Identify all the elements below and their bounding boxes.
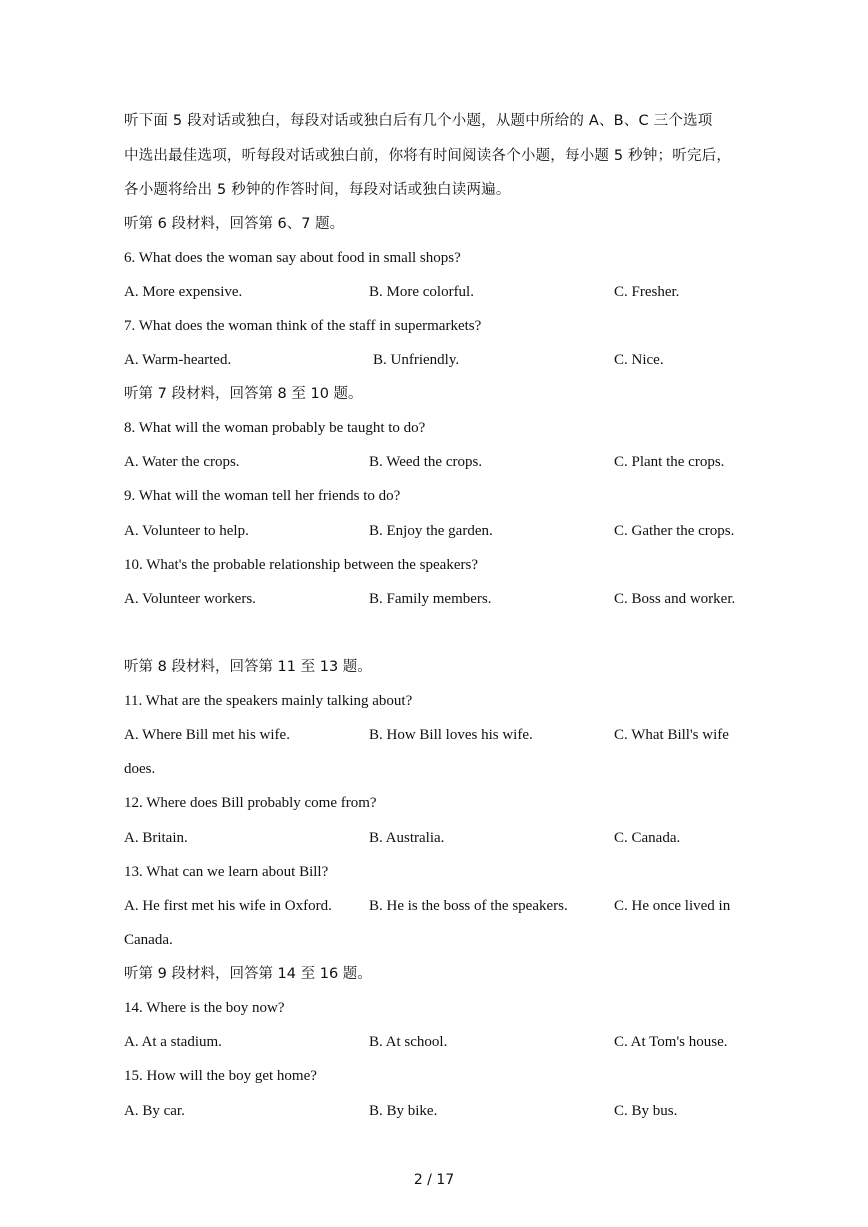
question-9-stem: 9. What will the woman tell her friends to do? [124,488,401,504]
option-a: A. At a stadium. [124,1034,222,1050]
option-a: A. He first met his wife in Oxford. [124,898,332,914]
instructions-line-2: 中选出最佳选项，听每段对话或独白前，你将有时间阅读各个小题，每小题 5 秒钟；听完后， [124,148,732,164]
option-c: C. Canada. [614,830,681,846]
question-15-stem: 15. How will the boy get home? [124,1068,317,1084]
section-heading-7: 听第 7 段材料，回答第 8 至 10 题。 [124,386,363,402]
question-8-stem: 8. What will the woman probably be taught to do? [124,420,426,436]
question-10-stem: 10. What's the probable relationship between the speakers? [124,557,478,573]
option-c: C. Plant the crops. [614,454,725,470]
option-c: C. Gather the crops. [614,523,735,539]
instructions-line-1: 听下面 5 段对话或独白，每段对话或独白后有几个小题，从题中所给的 A、B、C 三个选项 [124,113,713,129]
option-b: B. Family members. [369,591,492,607]
option-b: B. Enjoy the garden. [369,523,493,539]
option-b: B. How Bill loves his wife. [369,727,533,743]
option-a: A. More expensive. [124,284,243,300]
option-a: A. Where Bill met his wife. [124,727,290,743]
option-a: A. Volunteer workers. [124,591,256,607]
option-c: C. By bus. [614,1103,678,1119]
question-6-options [0,282,868,302]
question-8-options [0,452,868,472]
option-c: C. He once lived in [614,898,731,914]
question-12-options [0,828,868,848]
question-14-stem: 14. Where is the boy now? [124,1000,285,1016]
option-c: C. What Bill's wife [614,727,729,743]
option-a: A. By car. [124,1103,185,1119]
option-b: B. By bike. [369,1103,438,1119]
option-c-continuation: does. [124,761,156,777]
option-b: B. Weed the crops. [369,454,483,470]
option-b: B. Australia. [369,830,445,846]
question-13-stem: 13. What can we learn about Bill? [124,864,329,880]
section-heading-6: 听第 6 段材料，回答第 6、7 题。 [124,216,345,232]
option-c: C. Fresher. [614,284,680,300]
section-heading-8: 听第 8 段材料，回答第 11 至 13 题。 [124,659,372,675]
instructions-line-3: 各小题将给出 5 秒钟的作答时间，每段对话或独白读两遍。 [124,182,511,198]
option-b: B. At school. [369,1034,448,1050]
question-7-stem: 7. What does the woman think of the staff in supermarkets? [124,318,482,334]
option-c-continuation: Canada. [124,932,173,948]
option-b: B. Unfriendly. [373,352,460,368]
option-b: B. He is the boss of the speakers. [369,898,568,914]
option-a: A. Britain. [124,830,188,846]
option-a: A. Warm-hearted. [124,352,232,368]
question-12-stem: 12. Where does Bill probably come from? [124,795,377,811]
question-14-options [0,1032,868,1052]
question-15-options [0,1101,868,1121]
question-6-stem: 6. What does the woman say about food in small shops? [124,250,461,266]
question-7-options [0,350,868,370]
question-11-stem: 11. What are the speakers mainly talking about? [124,693,413,709]
question-9-options [0,521,868,541]
page-number: 2 / 17 [413,1172,455,1188]
question-10-options [0,589,868,609]
option-a: A. Volunteer to help. [124,523,249,539]
option-c: C. Nice. [614,352,664,368]
option-c: C. At Tom's house. [614,1034,728,1050]
option-b: B. More colorful. [369,284,474,300]
question-11-options [0,725,868,745]
section-heading-9: 听第 9 段材料，回答第 14 至 16 题。 [124,966,372,982]
option-c: C. Boss and worker. [614,591,736,607]
question-13-options [0,896,868,916]
option-a: A. Water the crops. [124,454,240,470]
